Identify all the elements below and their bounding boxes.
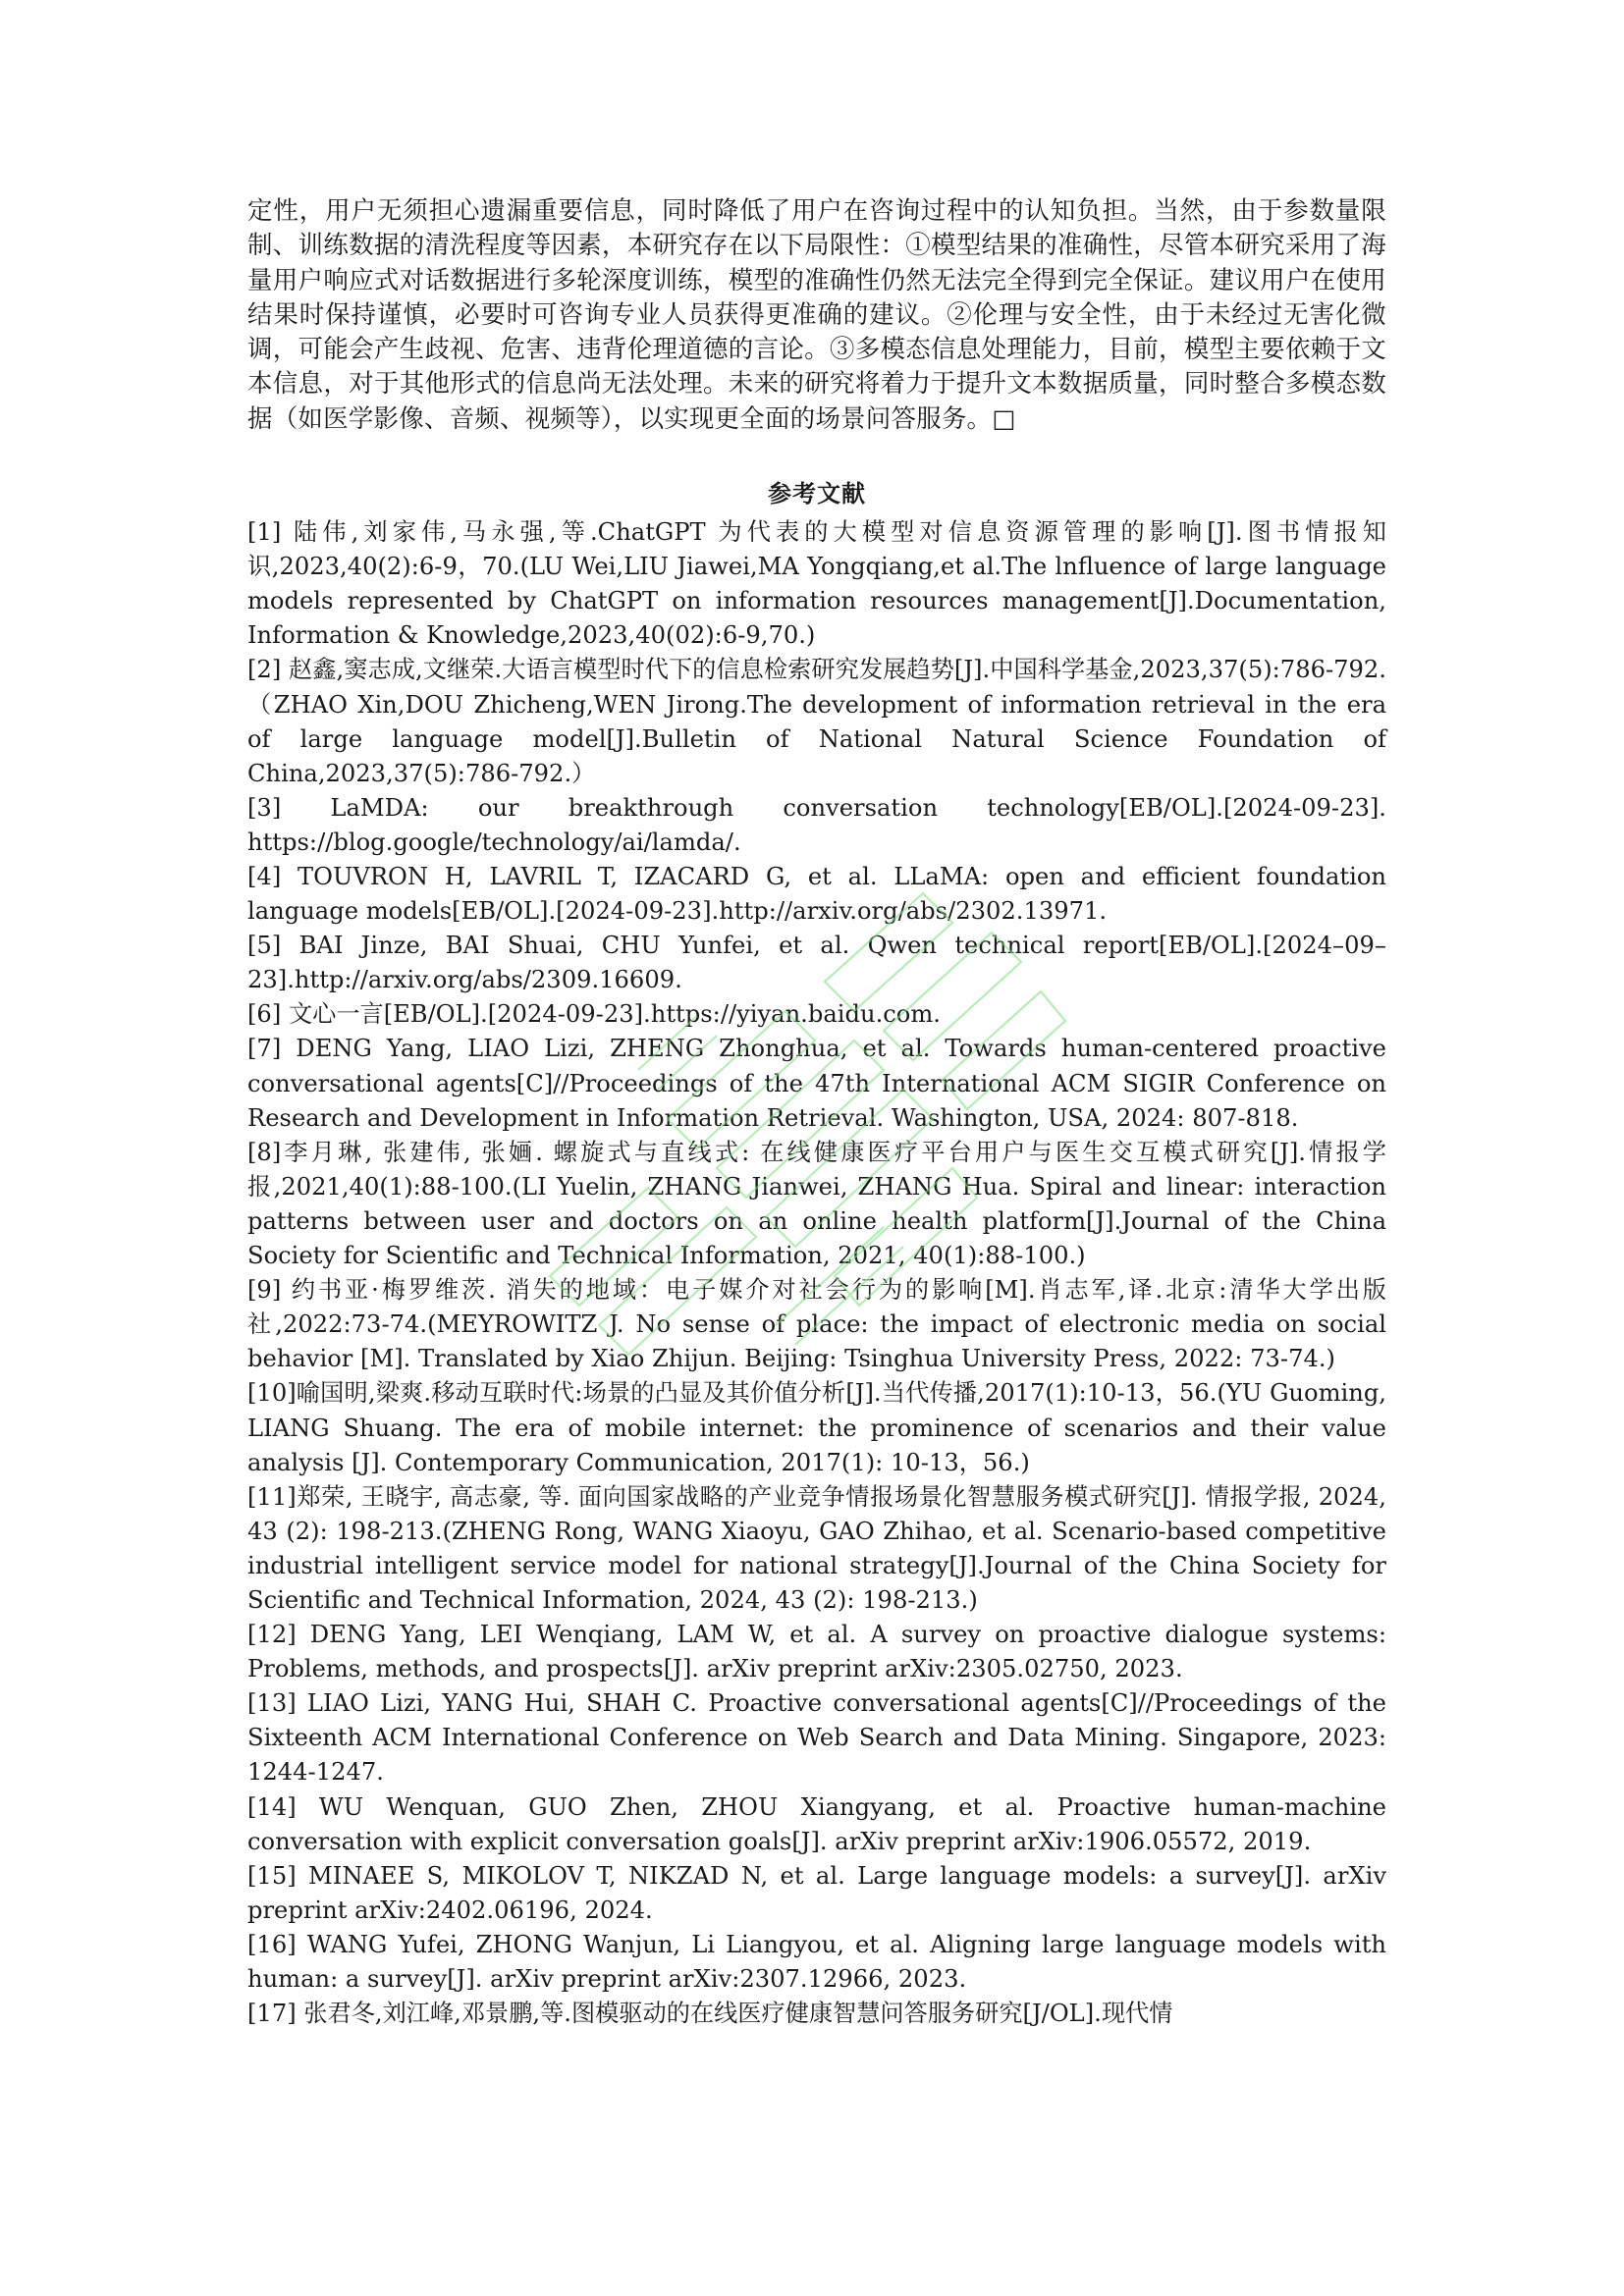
reference-item: [12] DENG Yang, LEI Wenqiang, LAM W, et al. A survey on proactive dialogue systems: Problems, methods, and prospects[J]. arXiv preprint arXiv:2305.02750, 2023. [247, 1621, 1386, 1683]
reference-item: [11]郑荣, 王晓宇, 高志豪, 等. 面向国家战略的产业竞争情报场景化智慧服务模式研究[J]. 情报学报, 2024, 43 (2): 198-213.(ZHENG Rong, WANG Xiaoyu, GAO Zhihao, et al. Scenario-based competitive industrial intelligent service model for national strategy[J].Journal of the China Society for Scientific and Technical Information, 2024, 43 (2): 198-213.) [247, 1482, 1386, 1614]
reference-item: [1] 陆伟,刘家伟,马永强,等.ChatGPT 为代表的大模型对信息资源管理的影响[J].图书情报知识,2023,40(2):6-9，70.(LU Wei,LIU Jiawei,MA Yongqiang,et al.The lnfluence of large language models represented by ChatGPT on information resources management[J].Documentation, Information & Knowledge,2023,40(02):6-9,70.) [247, 518, 1386, 650]
reference-item: [5] BAI Jinze, BAI Shuai, CHU Yunfei, et al. Qwen technical report[EB/OL].[2024–09–23].http://arxiv.org/abs/2309.16609. [247, 932, 1386, 994]
references-heading: 参考文献 [768, 479, 866, 508]
reference-item: [13] LIAO Lizi, YANG Hui, SHAH C. Proactive conversational agents[C]//Proceedings of the Sixteenth ACM International Conference on Web Search and Data Mining. Singapore, 2023: 1244-1247. [247, 1689, 1386, 1787]
reference-item: [3] LaMDA: our breakthrough conversation technology[EB/OL].[2024-09-23]. https://blog.google/technology/ai/lamda/. [247, 793, 1386, 856]
reference-item: [14] WU Wenquan, GUO Zhen, ZHOU Xiangyang, et al. Proactive human-machine conversation with explicit conversation goals[J]. arXiv preprint arXiv:1906.05572, 2019. [247, 1792, 1386, 1855]
reference-item: [10]喻国明,梁爽.移动互联时代:场景的凸显及其价值分析[J].当代传播,2017(1):10-13，56.(YU Guoming, LIANG Shuang. The era of mobile internet: the prominence of scenarios and their value analysis [J]. Contemporary Communication, 2017(1): 10-13，56.) [247, 1379, 1386, 1476]
references-list [247, 515, 1386, 2031]
reference-item: [2] 赵鑫,窦志成,文继荣.大语言模型时代下的信息检索研究发展趋势[J].中国科学基金,2023,37(5):786-792.（ZHAO Xin,DOU Zhicheng,WEN Jirong.The development of information retrieval in the era of large language model[J].Bulletin of National Natural Science Foundation of China,2023,37(5):786-792.） [247, 656, 1386, 787]
paper-page [247, 194, 1386, 2031]
reference-item: [6] 文心一言[EB/OL].[2024-09-23].https://yiyan.baidu.com. [247, 1000, 941, 1029]
reference-item: [9] 约书亚·梅罗维茨. 消失的地域：电子媒介对社会行为的影响[M].肖志军,译.北京:清华大学出版社,2022:73-74.(MEYROWITZ J. No sense of place: the impact of electronic media on social behavior [M]. Translated by Xiao Zhijun. Beijing: Tsinghua University Press, 2022: 73-74.) [247, 1276, 1386, 1373]
reference-item: [15] MINAEE S, MIKOLOV T, NIKZAD N, et al. Large language models: a survey[J]. arXiv preprint arXiv:2402.06196, 2024. [247, 1861, 1386, 1924]
conclusion-paragraph: 定性，用户无须担心遗漏重要信息，同时降低了用户在咨询过程中的认知负担。当然，由于参数量限制、训练数据的清洗程度等因素，本研究存在以下局限性：①模型结果的准确性，尽管本研究采用了海量用户响应式对话数据进行多轮深度训练，模型的准确性仍然无法完全得到完全保证。建议用户在使用结果时保持谨慎，必要时可咨询专业人员获得更准确的建议。②伦理与安全性，由于未经过无害化微调，可能会产生歧视、危害、违背伦理道德的言论。③多模态信息处理能力，目前，模型主要依赖于文本信息，对于其他形式的信息尚无法处理。未来的研究将着力于提升文本数据质量，同时整合多模态数据（如医学影像、音频、视频等），以实现更全面的场景问答服务。□ [247, 196, 1386, 434]
reference-item: [4] TOUVRON H, LAVRIL T, IZACARD G, et al. LLaMA: open and efficient foundation language models[EB/OL].[2024-09-23].http://arxiv.org/abs/2302.13971. [247, 863, 1386, 926]
reference-item: [17] 张君冬,刘江峰,邓景鹏,等.图模驱动的在线医疗健康智慧问答服务研究[J/OL].现代情 [247, 2000, 1173, 2028]
reference-item: [7] DENG Yang, LIAO Lizi, ZHENG Zhonghua, et al. Towards human-centered proactive conversational agents[C]//Proceedings of the 47th International ACM SIGIR Conference on Research and Development in Information Retrieval. Washington, USA, 2024: 807-818. [247, 1035, 1386, 1132]
reference-item: [16] WANG Yufei, ZHONG Wanjun, Li Liangyou, et al. Aligning large language models with human: a survey[J]. arXiv preprint arXiv:2307.12966, 2023. [247, 1930, 1386, 1994]
reference-item: [8]李月琳, 张建伟, 张婳. 螺旋式与直线式: 在线健康医疗平台用户与医生交互模式研究[J].情报学报,2021,40(1):88-100.(LI Yuelin, ZHANG Jianwei, ZHANG Hua. Spiral and linear: interaction patterns between user and doctors on an online health platform[J].Journal of the China Society for Scientific and Technical Information, 2021, 40(1):88-100.) [247, 1138, 1386, 1270]
